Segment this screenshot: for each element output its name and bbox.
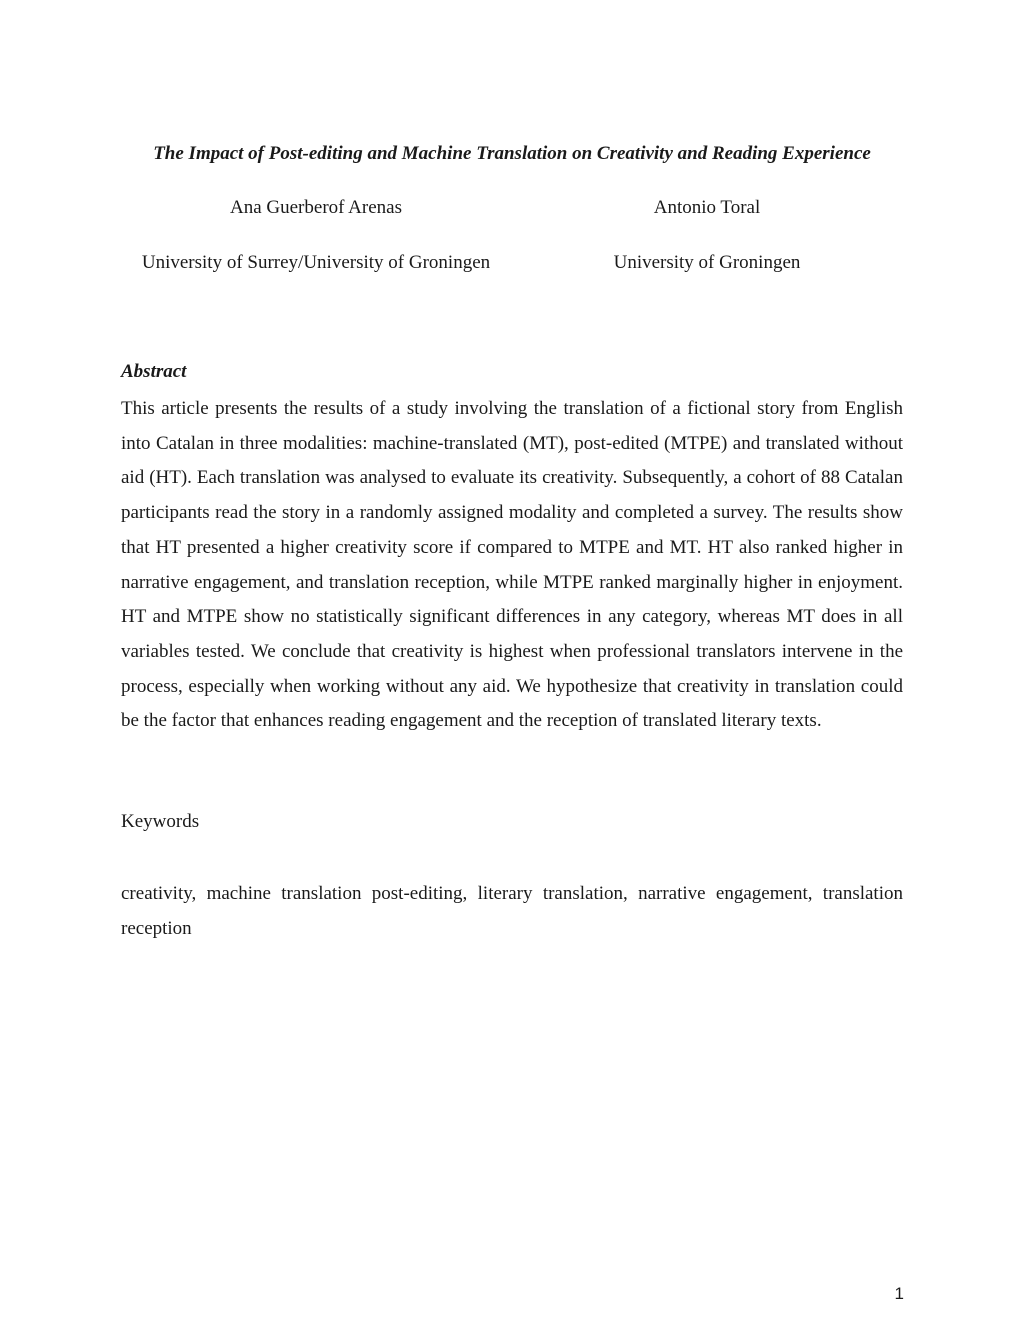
abstract-text: This article presents the results of a study involving the translation of a fictional story from English into Catalan in three modalities: machine-translated (MT), post-edited (MTPE) and translated without aid (HT). Each translation was analysed to evaluate its creativity. Subsequently, a cohort of 88 Catalan participants read the story in a randomly assigned modality and completed a survey. The results show that HT presented a higher creativity score if compared to MTPE and MT. HT also ranked higher in narrative engagement, and translation reception, while MTPE ranked marginally higher in enjoyment. HT and MTPE show no statistically significant differences in any category, whereas MT does in all variables tested. We conclude that creativity is highest when professional translators intervene in the process, especially when working without any aid. We hypothesize that creativity in translation could be the factor that enhances reading engagement and the reception of translated literary texts. bbox=[121, 398, 903, 732]
author-affiliation-1: University of Surrey/University of Groningen bbox=[141, 252, 491, 273]
page-number: 1 bbox=[894, 1284, 904, 1303]
paper-title: The Impact of Post-editing and Machine Translation on Creativity and Reading Experience bbox=[153, 143, 871, 164]
keywords-text: creativity, machine translation post-editing, literary translation, narrative engagement, translation reception bbox=[121, 883, 903, 939]
keywords-heading: Keywords bbox=[121, 811, 200, 832]
author-name-2: Antonio Toral bbox=[653, 197, 761, 218]
author-affiliation-2: University of Groningen bbox=[613, 252, 801, 273]
author-name-1: Ana Guerberof Arenas bbox=[230, 197, 402, 218]
abstract-heading: Abstract bbox=[121, 361, 187, 382]
